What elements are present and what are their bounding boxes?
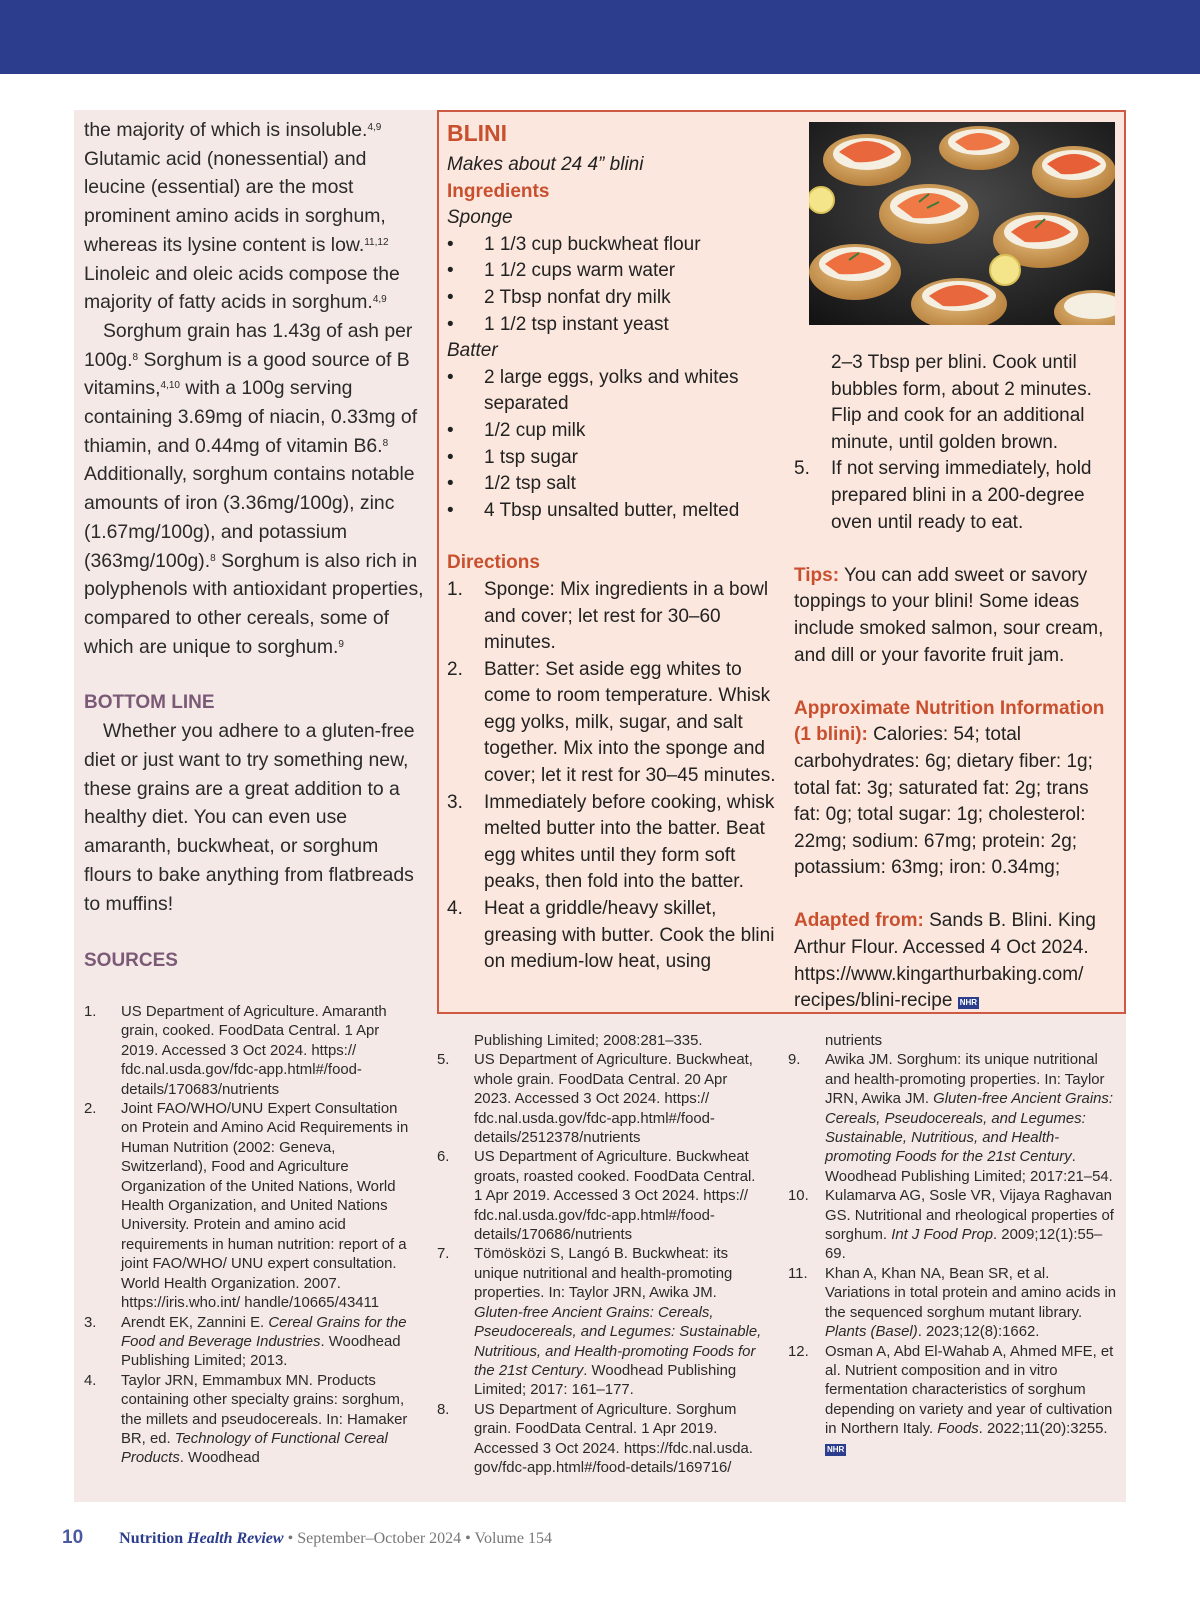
source-item: 12. Osman A, Abd El-Wahab A, Ahmed MFE, et al. Nutrient composition and in vitro fermentation characteristics of sorghum depending on variety and year of cultivation in Northern Italy. Foods. 2022;11(20):3255. NHR xyxy=(788,1343,1114,1454)
list-item: • 1 1/2 cups warm water xyxy=(447,258,782,285)
list-item: • 1 tsp sugar xyxy=(447,445,782,472)
list-item: • 1/2 tsp salt xyxy=(447,471,782,498)
paragraph-amino-acids: the majority of which is insoluble.$^{4,9}$ Glutamic acid (nonessential) and leucine (essential) are the most prominent amino acids in sorghum, whereas its lysine content is low.$^{11,12}$ Linoleic and oleic acids compose the majority of fatty acids in sorghum.$^{4,9}$ xyxy=(84,119,400,314)
source-item: 1. US Department of Agriculture. Amaranth grain, cooked. FoodData Central. 1 Apr 2019. Accessed 3 Oct 2024. https:// fdc.nal.usda.gov/fdc-app.html#/food-details/170683/nutrients xyxy=(84,1004,387,1098)
adapted-from: Adapted from: Sands B. Blini. King Arthur Flour. Accessed 4 Oct 2024. https://www.kingarthurbaking.com/ recipes/blini-recipe NHR xyxy=(794,910,1096,1012)
list-item: • 4 Tbsp unsalted butter, melted xyxy=(447,498,782,525)
article-column xyxy=(84,116,424,975)
bottom-line-text: Whether you adhere to a gluten-free diet or just want to try something new, these grains are a great addition to a healthy diet. You can even use amaranth, buckwheat, or sorghum flours to bake anything from flatbreads to muffins! xyxy=(84,720,415,915)
ingredients-heading: Ingredients xyxy=(447,180,550,202)
directions-list xyxy=(447,577,782,976)
citation: 8 xyxy=(132,351,139,363)
publication-name: Nutrition Health Review xyxy=(119,1530,284,1547)
sponge-list xyxy=(447,232,782,338)
citation: 8 xyxy=(382,437,389,449)
source-item: 10. Kulamarva AG, Sosle VR, Vijaya Raghavan GS. Nutritional and rheological properties of sorghum. Int J Food Prop. 2009;12(1):55–69. xyxy=(788,1188,1114,1263)
recipe-column-right xyxy=(794,350,1117,1015)
source-item: 6. US Department of Agriculture. Buckwheat groats, roasted cooked. FoodData Central. 1 Apr 2019. Accessed 3 Oct 2024. https:// fdc.nal.usda.gov/fdc-app.html#/food-details/170686/nutrients xyxy=(437,1149,756,1244)
batter-heading: Batter xyxy=(447,340,498,362)
source-item-continued: nutrients xyxy=(825,1033,883,1049)
page-footer: 10 Nutrition Health Review • September–October 2024 • Volume 154 xyxy=(62,1527,552,1548)
nhr-logo-icon: NHR xyxy=(827,1444,845,1454)
direction-step: 2. Batter: Set aside egg whites to come to room temperature. Whisk egg yolks, milk, sugar, and salt together. Mix into the sponge and cover; let it rest for 30–45 minutes. xyxy=(447,658,776,787)
tips: Tips: You can add sweet or savory toppings to your blini! Some ideas include smoked salmon, sour cream, and dill or your favorite fruit jam. xyxy=(794,564,1104,666)
direction-step: 1. Sponge: Mix ingredients in a bowl and cover; let rest for 30–60 minutes. xyxy=(447,578,769,654)
list-item: • 1 1/3 cup buckwheat flour xyxy=(447,232,782,259)
blini-photo xyxy=(809,122,1115,325)
citation: 8 xyxy=(210,552,216,564)
citation: 11,12 xyxy=(364,236,389,248)
list-item: • 2 large eggs, yolks and whites separated xyxy=(447,365,782,418)
issue-date: September–October 2024 xyxy=(297,1530,462,1547)
source-item: 11. Khan A, Khan NA, Bean SR, et al. Variations in total protein and amino acids in the sequenced sorghum mutant library. Plants (Basel). 2023;12(8):1662. xyxy=(788,1265,1117,1341)
sponge-heading: Sponge xyxy=(447,207,513,229)
source-item: 4. Taylor JRN, Emmambux MN. Products containing other specialty grains: sorghum, the millets and pseudocereals. In: Hamaker BR, ed. Technology of Functional Cereal Products. Woodhead xyxy=(84,1372,408,1467)
page-number: 10 xyxy=(62,1527,84,1548)
batter-list xyxy=(447,365,782,525)
recipe-yield: Makes about 24 4” blini xyxy=(447,154,644,175)
direction-step: 5. If not serving immediately, hold prepared blini in a 200-degree oven until ready to eat. xyxy=(794,458,1092,533)
sources-column-1 xyxy=(84,1003,414,1469)
source-item: 8. US Department of Agriculture. Sorghum grain. FoodData Central. 1 Apr 2019. Accessed 3 Oct 2024. https://fdc.nal.usda. gov/fdc-app.html#/food-details/169716/ xyxy=(437,1401,753,1476)
citation: 9 xyxy=(338,638,344,650)
source-item: 3. Arendt EK, Zannini E. Cereal Grains for the Food and Beverage Industries. Woodhead Publishing Limited; 2013. xyxy=(84,1314,407,1370)
volume: Volume 154 xyxy=(474,1530,552,1547)
list-item: • 1 1/2 tsp instant yeast xyxy=(447,312,782,339)
source-item-continued: Publishing Limited; 2008:281–335. xyxy=(474,1033,703,1049)
list-item: • 1/2 cup milk xyxy=(447,418,782,445)
bottom-line-heading: BOTTOM LINE xyxy=(84,692,215,714)
recipe-column-left xyxy=(447,118,782,976)
nhr-logo-icon: NHR xyxy=(959,998,978,1008)
recipe-title: BLINI xyxy=(447,120,508,146)
paragraph-minerals: Sorghum grain has 1.43g of ash per 100g.$^8$ Sorghum is a good source of B vitamins,$^{4,10}$ with a 100g serving containing 3.69mg of niacin, 0.33mg of thiamin, and 0.44mg of vitamin B6.$^8$ Additionally, sorghum contains notable amounts of iron (3.36mg/100g), zinc (1.67mg/100g), and potassium (363mg/100g).$^8$ Sorghum is also rich in polyphenols with antioxidant properties, compared to other cereals, some of which are unique to sorghum.$^9$ xyxy=(84,319,424,658)
directions-heading: Directions xyxy=(447,552,540,574)
source-item: 2. Joint FAO/WHO/UNU Expert Consultation on Protein and Amino Acid Requirements in Human Nutrition (2002: Geneva, Switzerland), Food and Agriculture Organization of the United Nations, World Health Organization, and United Nations University. Protein and amino acid requirements in human nutrition: report of a joint FAO/WHO/ UNU expert consultation. World Health Organization. 2007. https://iris.who.int/ handle/10665/43411 xyxy=(84,1101,409,1312)
sources-column-3 xyxy=(788,1032,1118,1459)
list-item: • 2 Tbsp nonfat dry milk xyxy=(447,285,782,312)
sources-column-2 xyxy=(437,1032,767,1478)
top-banner xyxy=(0,0,1200,74)
source-item: 7. Tömösközi S, Langó B. Buckwheat: its unique nutritional and health-promoting properties. In: Taylor JRN, Awika JM. Gluten-free Ancient Grains: Cereals, Pseudocereals, and Legumes: Sustainable, Nutritious, and Health-promoting Foods for the 21st Century. Woodhead Publishing Limited; 2017: 161–177. xyxy=(437,1246,762,1399)
direction-step: 3. Immediately before cooking, whisk melted butter into the batter. Beat egg whites until they form soft peaks, then fold into the batter. xyxy=(447,791,775,893)
nutrition-info: Approximate Nutrition Information (1 blini): Calories: 54; total carbohydrates: 6g; dietary fiber: 1g; total fat: 3g; saturated fat: 2g; trans fat: 0g; total sugar: 1g; cholesterol: 22mg; sodium: 67mg; protein: 2g; potassium: 63mg; iron: 0.34mg; xyxy=(794,697,1105,879)
direction-step-continued: 2–3 Tbsp per blini. Cook until bubbles form, about 2 minutes. Flip and cook for an additional minute, until golden brown. xyxy=(831,352,1092,453)
citation: 4,10 xyxy=(160,380,180,392)
source-item: 9. Awika JM. Sorghum: its unique nutritional and health-promoting properties. In: Taylor JRN, Awika JM. Gluten-free Ancient Grains: Cereals, Pseudocereals, and Legumes: Sustainable, Nutritious, and Health-promoting Foods for the 21st Century. Woodhead Publishing Limited; 2017:21–54. xyxy=(788,1052,1113,1185)
source-item: 5. US Department of Agriculture. Buckwheat, whole grain. FoodData Central. 20 Apr 2023. Accessed 3 Oct 2024. https:// fdc.nal.usda.gov/fdc-app.html#/food-details/2512378/nutrients xyxy=(437,1052,753,1147)
directions-list-continued xyxy=(794,350,1117,536)
citation: 4,9 xyxy=(372,294,387,306)
citation: 4,9 xyxy=(367,122,382,133)
direction-step: 4. Heat a griddle/heavy skillet, greasing with butter. Cook the blini on medium-low heat, using xyxy=(447,898,775,973)
sources-heading: SOURCES xyxy=(84,950,178,972)
